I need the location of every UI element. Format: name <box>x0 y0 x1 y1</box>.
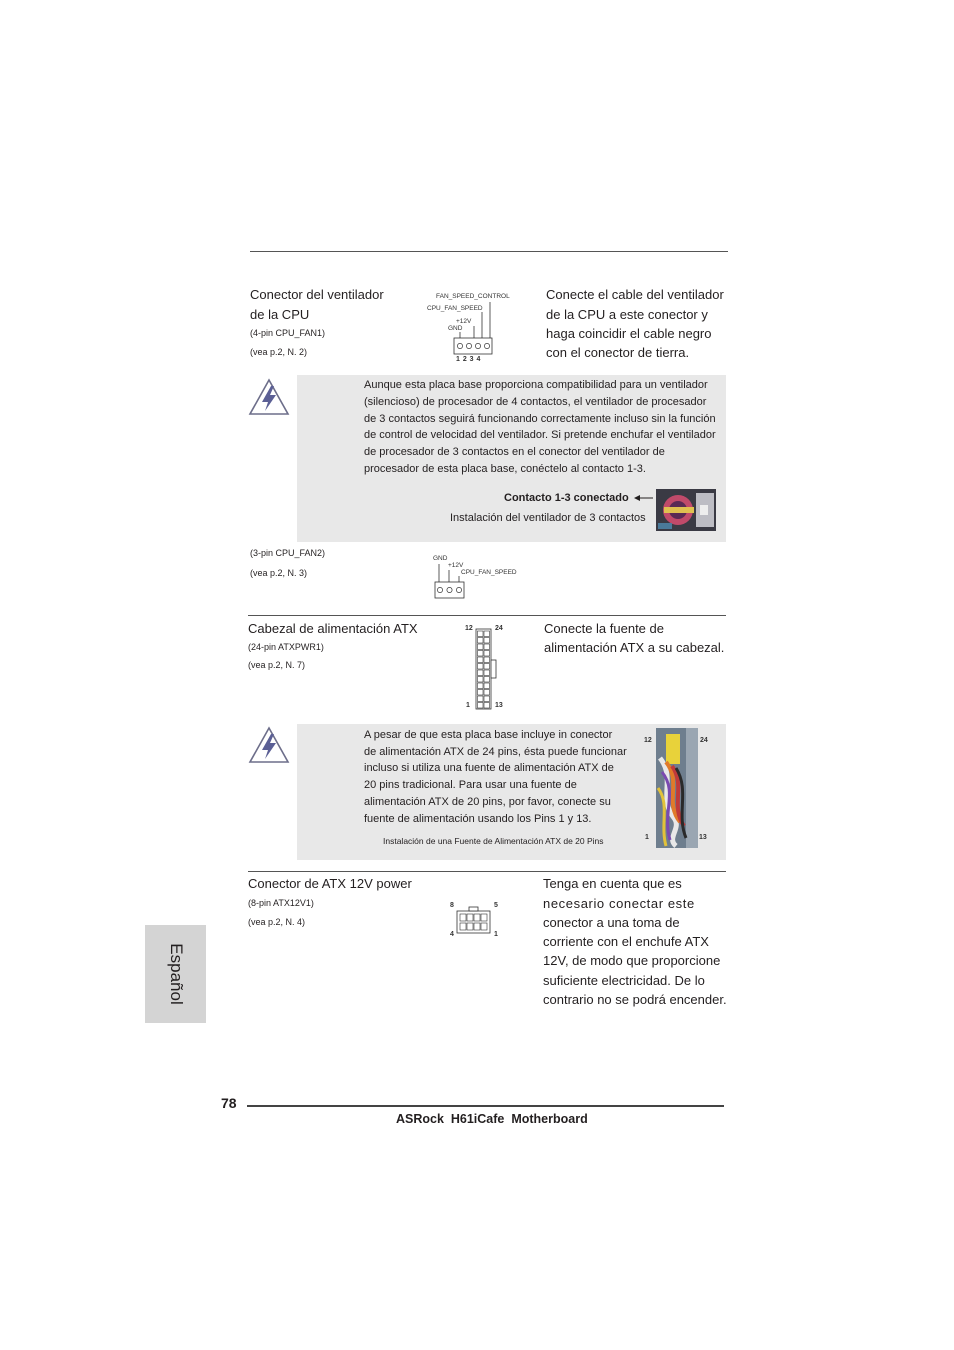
note1-caption-bold: Contacto 1-3 conectado <box>504 492 629 504</box>
photo-pin-1: 1 <box>645 834 649 841</box>
page-number: 78 <box>221 1095 237 1111</box>
atx12v-title: Conector de ATX 12V power <box>248 876 412 891</box>
atx-pin-label: (24-pin ATXPWR1) <box>248 642 324 652</box>
note2-line: alimentación ATX de 20 pins, por favor, conecte su <box>364 796 611 808</box>
cpu-fan1-desc-2: de la CPU a este conector y <box>546 307 708 322</box>
arrow-left-icon <box>634 493 654 503</box>
atx12v-desc-7: contrario no se podrá encender. <box>543 992 727 1007</box>
fan2-plus12v-label: +12V <box>448 562 464 569</box>
atx-desc-1: Conecte la fuente de <box>544 621 664 636</box>
atx12v-desc-5: 12V, de modo que proporcione <box>543 953 721 968</box>
gnd-label: GND <box>448 325 463 332</box>
footer-product-name: ASRock H61iCafe Motherboard <box>396 1112 588 1126</box>
top-rule <box>250 251 728 252</box>
photo-pin-12: 12 <box>644 737 652 744</box>
atx12v-pin-8: 8 <box>450 902 454 909</box>
atx-pin-13: 13 <box>495 702 503 709</box>
fan2-cpu-fan-speed-label: CPU_FAN_SPEED <box>461 569 517 576</box>
warning-icon <box>248 725 290 765</box>
note2-caption: Instalación de una Fuente de Alimentación ATX de 20 Pins <box>383 836 604 846</box>
note1-line: de control de velocidad del ventilador. Si pretende enchufar el ventilador <box>364 429 716 441</box>
atx12v-pin-4: 4 <box>450 931 454 938</box>
atx12v-desc-4: corriente con el enchufe ATX <box>543 934 709 949</box>
atx12v-pin-label: (8-pin ATX12V1) <box>248 898 314 908</box>
fan1-connector-graphic <box>452 300 497 358</box>
note1-line: procesador de esta placa base, conéctelo al contacto 1-3. <box>364 463 646 475</box>
cpu-fan1-desc-1: Conecte el cable del ventilador <box>546 287 724 302</box>
atx12v-desc-2: necesario conectar este <box>543 896 695 911</box>
note2-line: incluso si utiliza una fuente de alimentación ATX de <box>364 762 614 774</box>
atx12v-ref: (vea p.2, N. 4) <box>248 917 306 927</box>
cpu-fan1-desc-3: haga coincidir el cable negro <box>546 326 712 341</box>
note1-line: de 3 contactos seguirá funcionando correctamente incluso sin la función <box>364 413 716 425</box>
language-label: Español <box>166 943 186 1005</box>
cpu-fan1-pin-label: (4-pin CPU_FAN1) <box>250 328 326 338</box>
note1-caption: Instalación del ventilador de 3 contactos <box>450 512 646 524</box>
cpu-fan2-pin-label: (3-pin CPU_FAN2) <box>250 548 326 558</box>
atx-pin-24: 24 <box>495 625 503 632</box>
cpu-fan2-ref: (vea p.2, N. 3) <box>250 568 308 578</box>
note1-line: Aunque esta placa base proporciona compatibilidad para un ventilador <box>364 379 708 391</box>
cpu-fan1-title-1: Conector del ventilador <box>250 287 384 302</box>
atx-ref: (vea p.2, N. 7) <box>248 660 306 670</box>
note1-line: (silencioso) de procesador de 4 contactos, el ventilador de procesador <box>364 396 707 408</box>
fan2-gnd-label: GND <box>433 555 448 562</box>
divider-atx <box>248 615 726 616</box>
note1-line: de procesador de 3 contactos en el conector del ventilador de <box>364 446 665 458</box>
atx12v-pin-5: 5 <box>494 902 498 909</box>
warning-icon <box>248 377 290 417</box>
note2-line: fuente de alimentación usando los Pins 1 y 13. <box>364 813 592 825</box>
cpu-fan1-desc-4: con el conector de tierra. <box>546 345 690 360</box>
atx-desc-2: alimentación ATX a su cabezal. <box>544 640 725 655</box>
divider-atx12v <box>248 871 726 872</box>
note2-line: A pesar de que esta placa base incluye in conector <box>364 729 613 741</box>
fan-speed-control-label: FAN_SPEED_CONTROL <box>436 293 510 300</box>
atx12v-desc-1: Tenga en cuenta que es <box>543 876 682 891</box>
note2-line: 20 pins tradicional. Para usar una fuente de <box>364 779 577 791</box>
cpu-fan1-ref: (vea p.2, N. 2) <box>250 347 308 357</box>
footer-rule <box>247 1105 724 1107</box>
cpu-fan1-title-2: de la CPU <box>250 307 310 322</box>
atx24-connector-graphic <box>475 628 499 710</box>
atx20-install-photo <box>656 728 698 848</box>
atx12v-desc-6: suficiente electricidad. De lo <box>543 973 705 988</box>
atx-title: Cabezal de alimentación ATX <box>248 621 418 636</box>
atx-pin-1: 1 <box>466 702 470 709</box>
language-side-tab <box>145 925 206 1023</box>
atx12v-connector-graphic <box>456 906 492 934</box>
photo-pin-13: 13 <box>699 834 707 841</box>
photo-pin-24: 24 <box>700 737 708 744</box>
fan2-connector-graphic <box>433 562 467 602</box>
plus12v-label: +12V <box>456 318 472 325</box>
atx12v-pin-1: 1 <box>494 931 498 938</box>
atx-pin-12: 12 <box>465 625 473 632</box>
note2-line: de alimentación ATX de 24 pins, ésta puede funcionar <box>364 746 627 758</box>
fan-install-photo <box>656 489 716 531</box>
atx12v-desc-3: conector a una toma de <box>543 915 680 930</box>
cpu-fan-speed-label: CPU_FAN_SPEED <box>427 305 483 312</box>
fan1-pin-numbers: 1 2 3 4 <box>456 356 481 363</box>
